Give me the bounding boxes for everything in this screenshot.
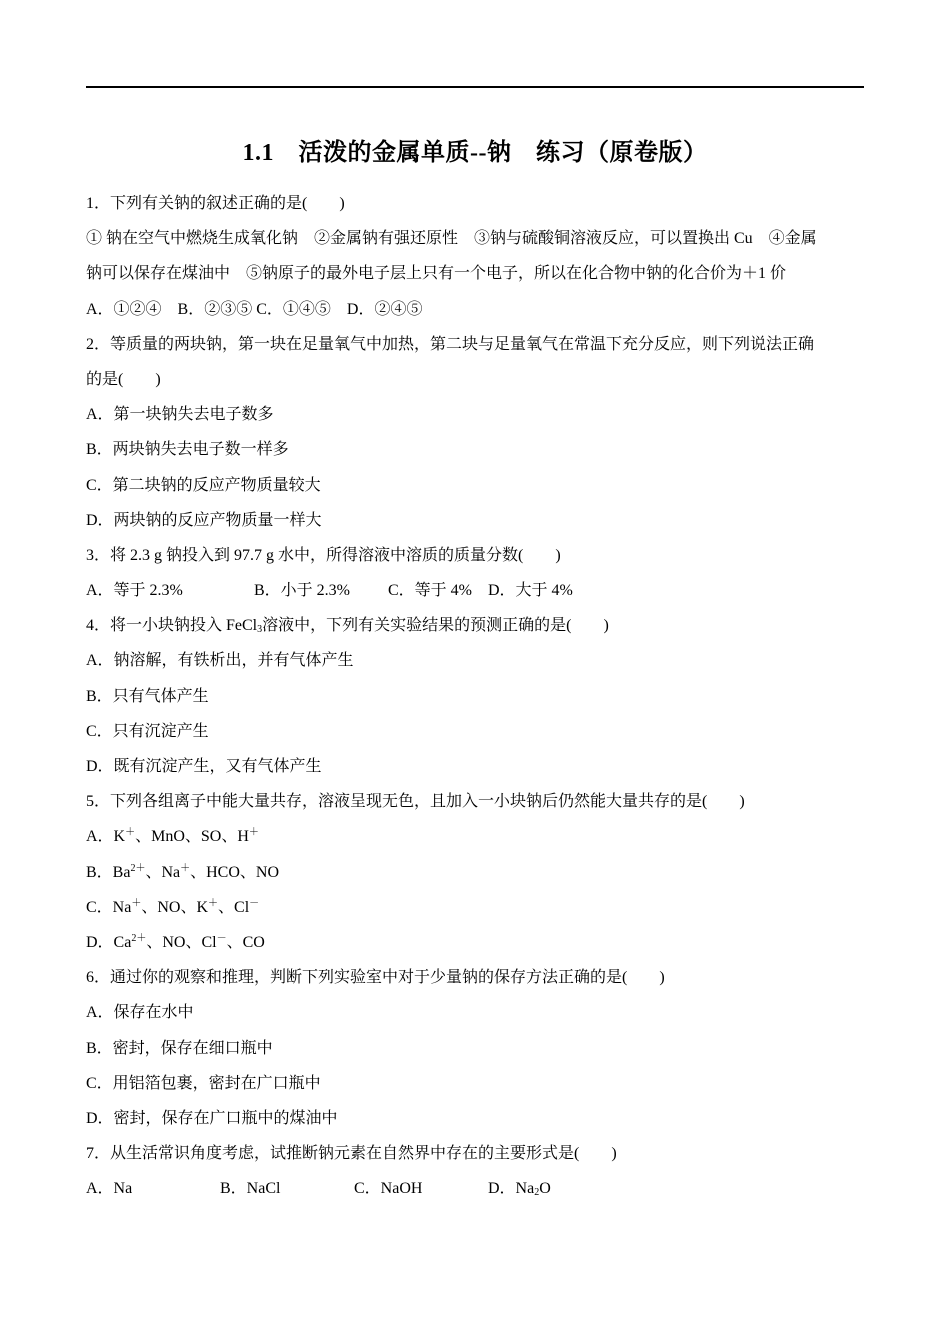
q5-a-text2: 、MnO、SO、H <box>135 828 249 846</box>
q2-stem-line1: 2．等质量的两块钠，第一块在足量氧气中加热，第二块与足量氧气在常温下充分反应，则下列说法正确 <box>86 335 815 353</box>
q5-b-text2: 、Na <box>145 863 181 881</box>
q3-options <box>86 573 864 608</box>
q4-stem <box>86 608 864 643</box>
q5-b-charge2: ＋ <box>180 862 191 874</box>
q5-option-b <box>86 855 864 890</box>
q6-option-c: C．用铝箔包裹，密封在广口瓶中 <box>86 1074 321 1092</box>
q6-option-a: A．保存在水中 <box>86 1004 194 1022</box>
q5-option-c <box>86 890 864 925</box>
q4-option-b: B．只有气体产生 <box>86 687 209 705</box>
q1-stem: 1．下列有关钠的叙述正确的是( ) <box>86 195 345 212</box>
q4-option-d: D．既有沉淀产生，又有气体产生 <box>86 758 322 775</box>
q7-d-subscript: 2 <box>534 1187 540 1199</box>
q2-option-c: C．第二块钠的反应产物质量较大 <box>86 476 321 494</box>
q2-option-a: A．第一块钠失去电子数多 <box>86 406 274 424</box>
q3-option-a: A．等于 2.3% <box>86 582 183 600</box>
exercise-content <box>86 186 864 1206</box>
q5-stem: 5．下列各组离子中能大量共存，溶液呈现无色，且加入一小块钠后仍然能大量共存的是( ) <box>86 793 745 811</box>
q5-c-text2: 、NO、K <box>141 898 209 916</box>
q5-d-text3: 、CO <box>226 933 265 951</box>
q4-stem-post: 溶液中，下列有关实验结果的预测正确的是( ) <box>262 617 609 635</box>
q6-option-b: B．密封，保存在细口瓶中 <box>86 1039 273 1057</box>
q5-b-text1: B．Ba <box>86 863 131 881</box>
q7-options <box>86 1171 864 1206</box>
q5-c-text3: 、Cl <box>218 898 250 916</box>
q7-option-b: B．NaCl <box>220 1180 281 1198</box>
q5-d-text2: 、NO、Cl <box>146 933 217 951</box>
q7-option-c: C．NaOH <box>354 1180 423 1198</box>
q7-option-d <box>488 1171 551 1206</box>
q5-d-charge2: － <box>216 932 227 944</box>
q3-stem: 3．将 2.3 g 钠投入到 97.7 g 水中，所得溶液中溶质的质量分数( ) <box>86 546 561 564</box>
q2-option-d: D．两块钠的反应产物质量一样大 <box>86 511 322 529</box>
q5-option-a <box>86 819 864 854</box>
q3-option-b: B．小于 2.3% <box>254 582 351 600</box>
q1-text-line1: ① 钠在空气中燃烧生成氧化钠 ②金属钠有强还原性 ③钠与硫酸铜溶液反应，可以置换出 Cu ④金属 <box>86 230 817 248</box>
q5-a-charge1: ＋ <box>125 827 136 839</box>
q5-c-charge1: ＋ <box>131 897 142 909</box>
q1-options: A．①②④ B．②③⑤ C．①④⑤ D．②④⑤ <box>86 300 423 318</box>
q1-text-line2: 钠可以保存在煤油中 ⑤钠原子的最外电子层上只有一个电子，所以在化合物中钠的化合价为＋1 价 <box>86 265 787 283</box>
q6-option-d: D．密封，保存在广口瓶中的煤油中 <box>86 1109 338 1127</box>
q4-stem-subscript: 3 <box>257 624 263 636</box>
q3-option-c: C．等于 4% <box>388 582 473 600</box>
q4-option-a: A．钠溶解，有铁析出，并有气体产生 <box>86 652 354 670</box>
q5-b-charge1: 2＋ <box>130 862 146 874</box>
q4-option-c: C．只有沉淀产生 <box>86 722 209 740</box>
q5-b-text3: 、HCO、NO <box>190 863 280 881</box>
q7-d-text2: O <box>539 1180 551 1198</box>
q5-option-d <box>86 925 864 960</box>
q7-stem: 7．从生活常识角度考虑，试推断钠元素在自然界中存在的主要形式是( ) <box>86 1145 617 1163</box>
q6-stem: 6．通过你的观察和推理，判断下列实验室中对于少量钠的保存方法正确的是( ) <box>86 969 665 987</box>
q5-a-text1: A．K <box>86 828 126 846</box>
q5-d-text1: D．Ca <box>86 933 132 951</box>
q5-a-charge2: ＋ <box>248 827 259 839</box>
q2-stem-line2: 的是( ) <box>86 370 161 388</box>
q4-stem-pre: 4．将一小块钠投入 FeCl <box>86 617 258 635</box>
q2-option-b: B．两块钠失去电子数一样多 <box>86 441 289 459</box>
q7-option-a: A．Na <box>86 1180 133 1198</box>
q5-c-charge2: ＋ <box>208 897 219 909</box>
q5-c-charge3: － <box>249 897 260 909</box>
q7-d-text1: D．Na <box>488 1180 535 1198</box>
q5-c-text1: C．Na <box>86 898 132 916</box>
q3-option-d: D．大于 4% <box>488 582 573 600</box>
q5-d-charge1: 2＋ <box>131 932 147 944</box>
header-rule <box>86 86 864 88</box>
page-title: 1.1 活泼的金属单质--钠 练习（原卷版） <box>242 140 708 166</box>
